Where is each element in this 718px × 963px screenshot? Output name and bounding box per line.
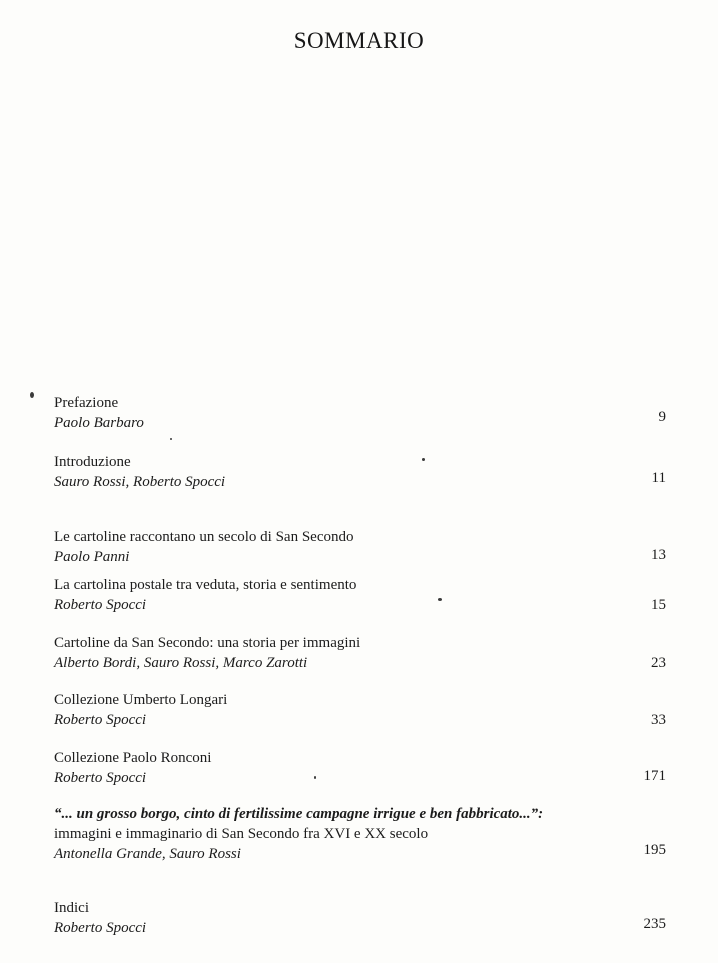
toc-entry-title: Indici <box>54 900 89 916</box>
toc-entry <box>54 575 666 615</box>
toc-entry-title: La cartolina postale tra veduta, storia e sentimento <box>54 577 357 593</box>
toc-entry-page: 195 <box>643 842 666 858</box>
page-title: SOMMARIO <box>293 28 425 53</box>
toc-entry <box>54 393 666 433</box>
toc-entry-author: Antonella Grande, Sauro Rossi <box>54 846 241 862</box>
toc-entry <box>54 633 666 673</box>
toc-entry-title: immagini e immaginario di San Secondo fra XVI e XX secolo <box>54 826 429 842</box>
toc-entry-author: Roberto Spocci <box>54 597 147 613</box>
toc-entry-author: Alberto Bordi, Sauro Rossi, Marco Zarotti <box>54 655 308 671</box>
scan-speck <box>30 392 34 398</box>
toc-entry <box>54 527 666 567</box>
toc-entry-page: 33 <box>651 712 666 728</box>
toc-entry-page: 235 <box>643 916 666 932</box>
toc-entry-title: Introduzione <box>54 454 131 470</box>
toc-entry-title: Le cartoline raccontano un secolo di San Secondo <box>54 529 354 545</box>
toc-entry-page: 15 <box>651 597 666 613</box>
toc-entry-author: Roberto Spocci <box>54 712 147 728</box>
toc-entry <box>54 898 666 938</box>
toc-entry-author: Paolo Panni <box>54 549 130 565</box>
scan-speck <box>170 438 172 440</box>
toc-entry-title: Collezione Umberto Longari <box>54 692 228 708</box>
toc-entry-page: 11 <box>651 470 666 486</box>
toc-entry <box>54 804 666 864</box>
toc-entry-author: Paolo Barbaro <box>54 415 144 431</box>
toc-entry-author: Roberto Spocci <box>54 770 147 786</box>
toc-entry <box>54 748 666 788</box>
toc-entry-author: Sauro Rossi, Roberto Spocci <box>54 474 226 490</box>
toc-entry-title: Prefazione <box>54 395 119 411</box>
toc-entry-title: Collezione Paolo Ronconi <box>54 750 212 766</box>
toc-entry <box>54 690 666 730</box>
scan-speck <box>314 776 316 779</box>
scan-speck <box>438 598 442 601</box>
toc-entry-page: 13 <box>651 547 666 563</box>
toc-entry-author: Roberto Spocci <box>54 920 147 936</box>
toc-entry-quote: “... un grosso borgo, cinto di fertilissime campagne irrigue e ben fabbricato...”: <box>54 806 544 822</box>
scan-speck <box>422 458 425 461</box>
toc-entry-page: 9 <box>658 409 666 425</box>
toc-entry-title: Cartoline da San Secondo: una storia per immagini <box>54 635 361 651</box>
toc-entry-page: 23 <box>651 655 666 671</box>
toc-entry <box>54 452 666 492</box>
toc-entry-page: 171 <box>643 768 666 784</box>
